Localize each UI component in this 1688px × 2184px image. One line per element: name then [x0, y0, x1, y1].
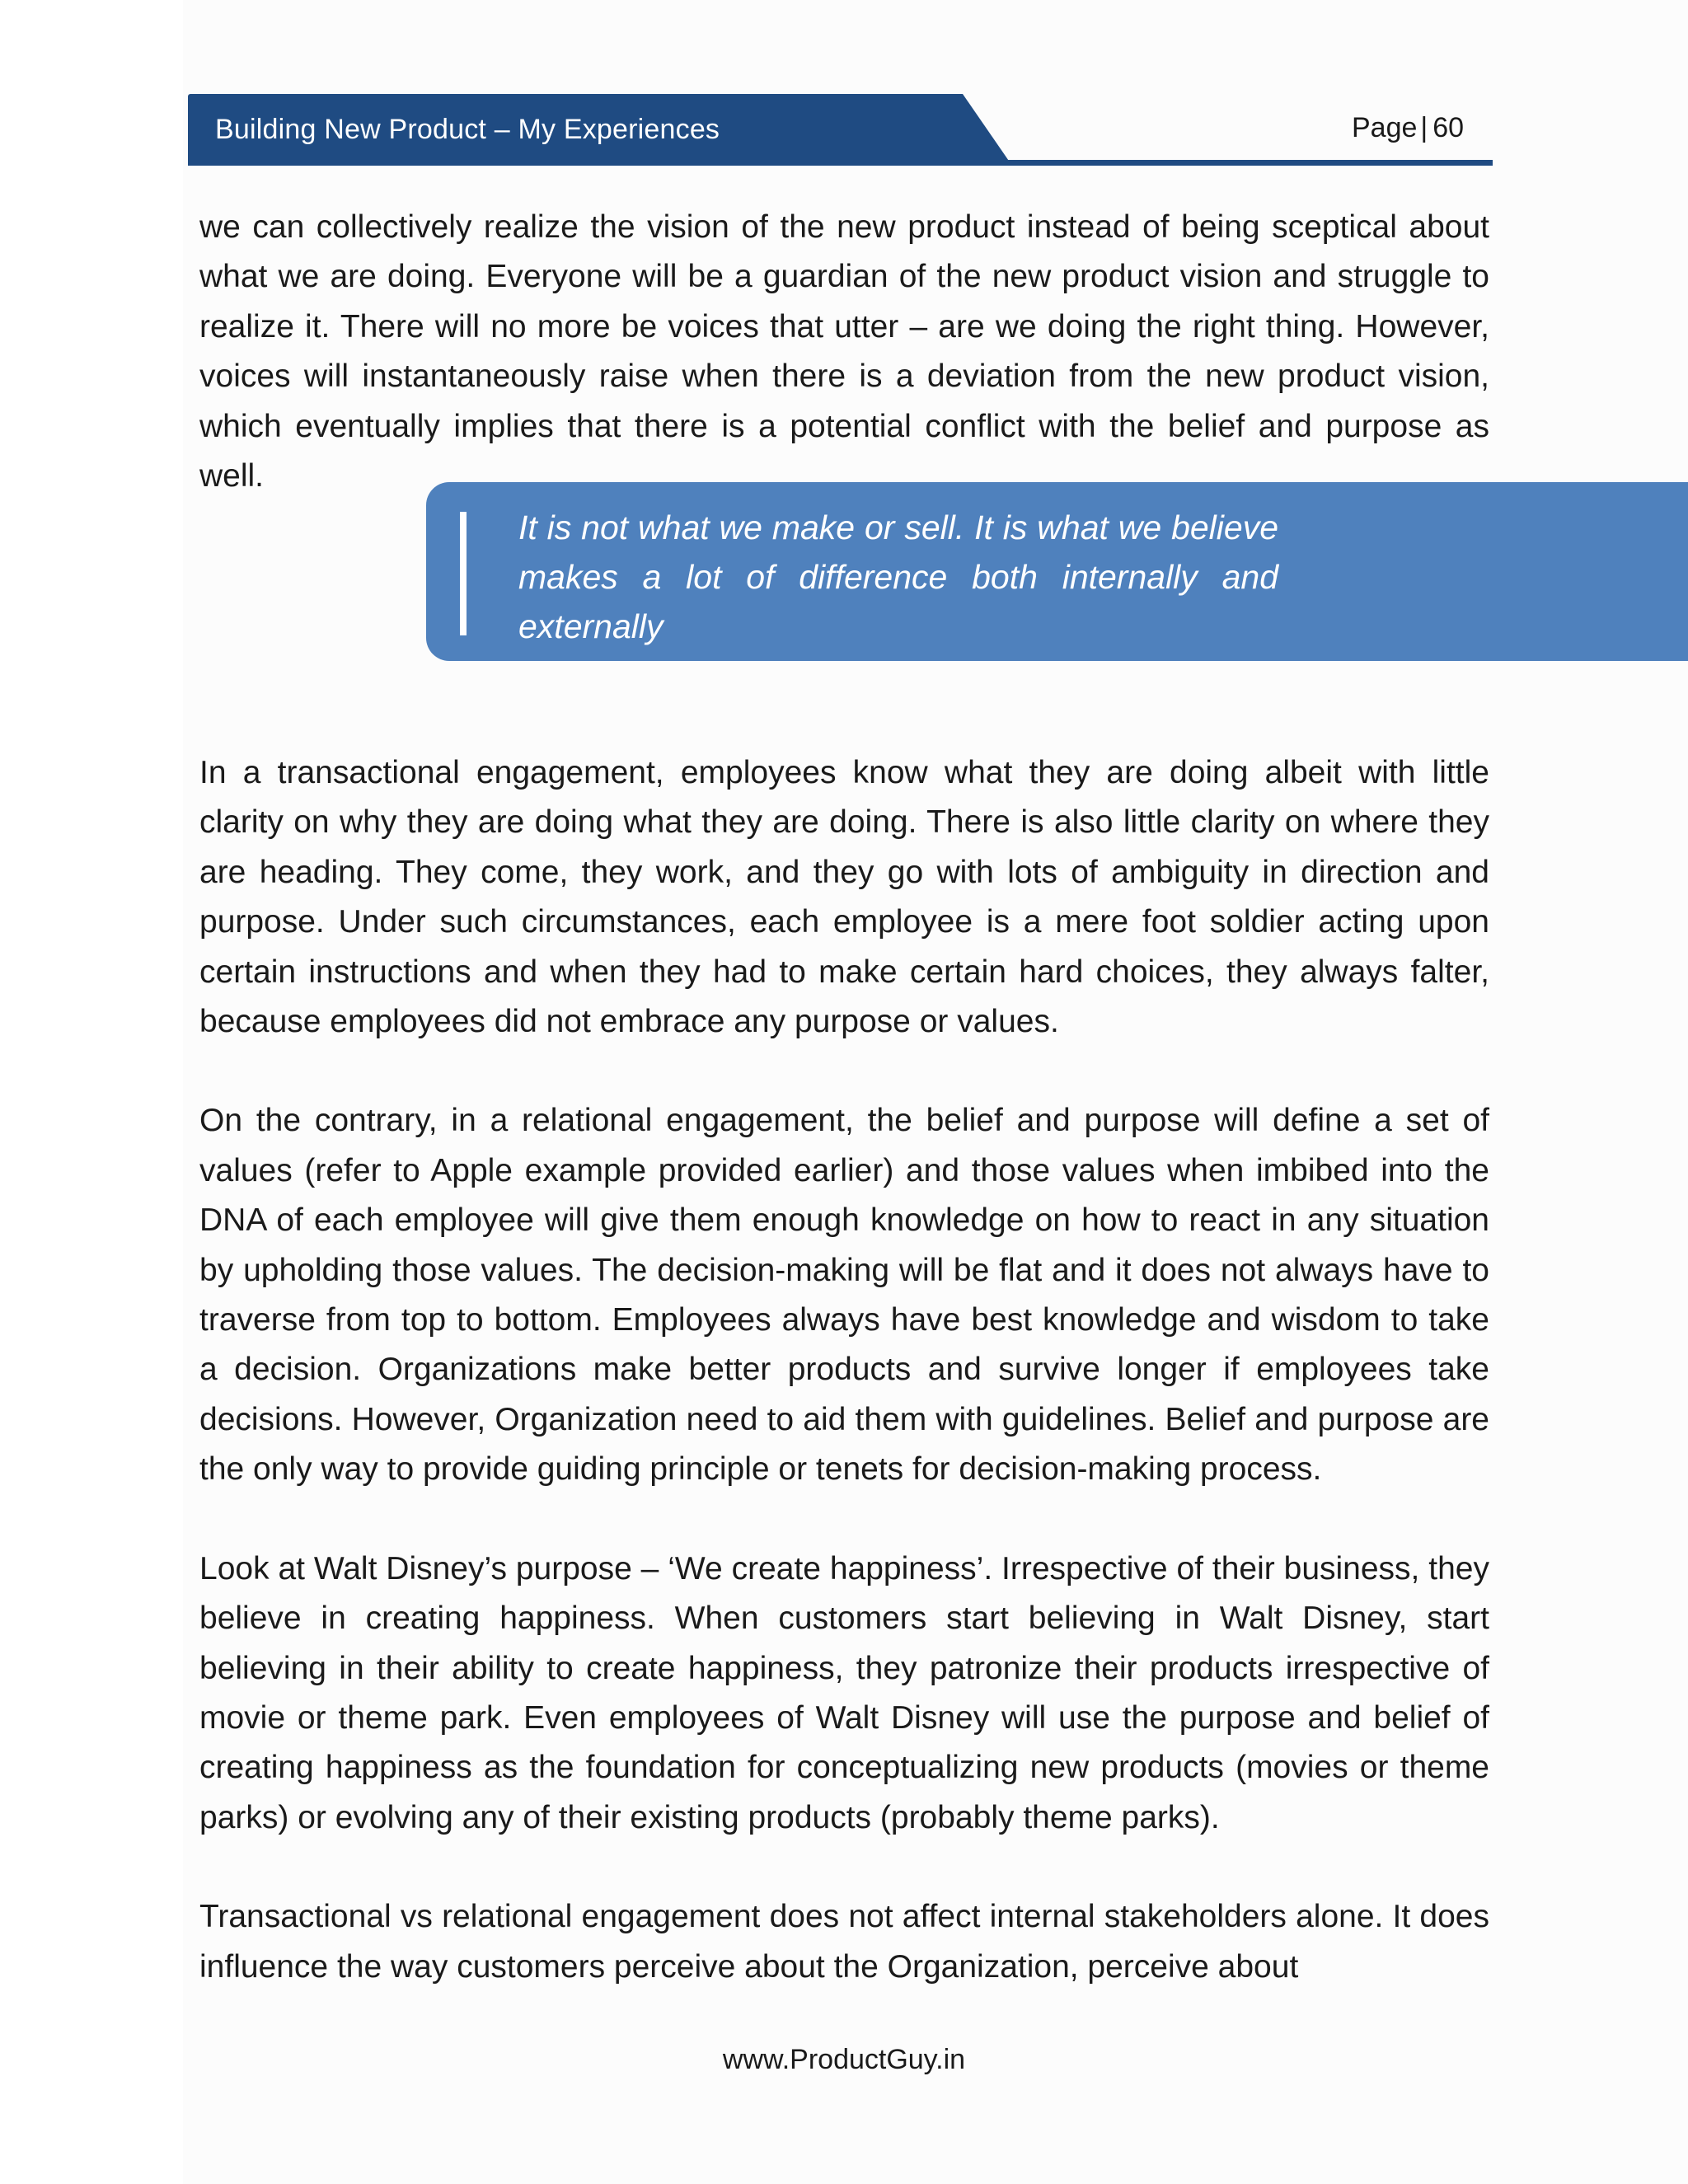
- footer-website: www.ProductGuy.in: [722, 2044, 966, 2075]
- body-paragraph: In a transactional engagement, employees know what they are doing albeit with little clarity on why they are doing what they are doing. There is also little clarity on where they are heading. They come, they work, and they go with lots of ambiguity in direction and purpose. Under such circumstances, each employee is a mere foot soldier acting upon certain instructions and when they had to make certain hard choices, they always falter, because employees did not embrace any purpose or values.: [199, 755, 1489, 1040]
- pull-quote-text: It is not what we make or sell. It is what we believe makes a lot of difference both internally and externally: [518, 509, 1278, 645]
- pull-quote-bar: [460, 512, 467, 635]
- body-paragraph: On the contrary, in a relational engagement, the belief and purpose will define a set of values (refer to Apple example provided earlier) and those values when imbibed into the DNA of each employee will give them enough knowledge on how to react in any situation by upholding those values. The decision-making will be flat and it does not always have to traverse from top to bottom. Employees always have best knowledge and wisdom to take a decision. Organizations make better products and survive longer if employees take decisions. However, Organization need to aid them with guidelines. Belief and purpose are the only way to provide guiding principle or tenets for decision-making process.: [199, 1103, 1489, 1488]
- body-paragraph: Look at Walt Disney’s purpose – ‘We create happiness’. Irrespective of their business, they believe in creating happiness. When customers start believing in Walt Disney, start believing in their ability to create happiness, they patronize their products irrespective of movie or theme park. Even employees of Walt Disney will use the purpose and belief of creating happiness as the foundation for conceptualizing new products (movies or theme parks) or evolving any of their existing products (probably theme parks).: [199, 1550, 1489, 1835]
- intro-paragraph: we can collectively realize the vision of the new product instead of being sceptical about what we are doing. Everyone will be a guardian of the new product vision and struggle to realize it. There will no more be voices that utter – are we doing the right thing. However, voices will instantaneously raise when there is a deviation from the new product vision, which eventually implies that there is a potential conflict with the belief and purpose as well.: [199, 209, 1489, 494]
- page-separator: |: [1420, 112, 1428, 143]
- body-paragraph: Transactional vs relational engagement does not affect internal stakeholders alone. It does influence the way customers perceive about the Organization, perceive about: [199, 1899, 1489, 1985]
- page-label: Page: [1352, 112, 1418, 143]
- header-rule: [989, 160, 1493, 166]
- running-header-title: Building New Product – My Experiences: [215, 114, 720, 145]
- page-number-label: [1352, 112, 1464, 144]
- page-number: 60: [1432, 112, 1465, 143]
